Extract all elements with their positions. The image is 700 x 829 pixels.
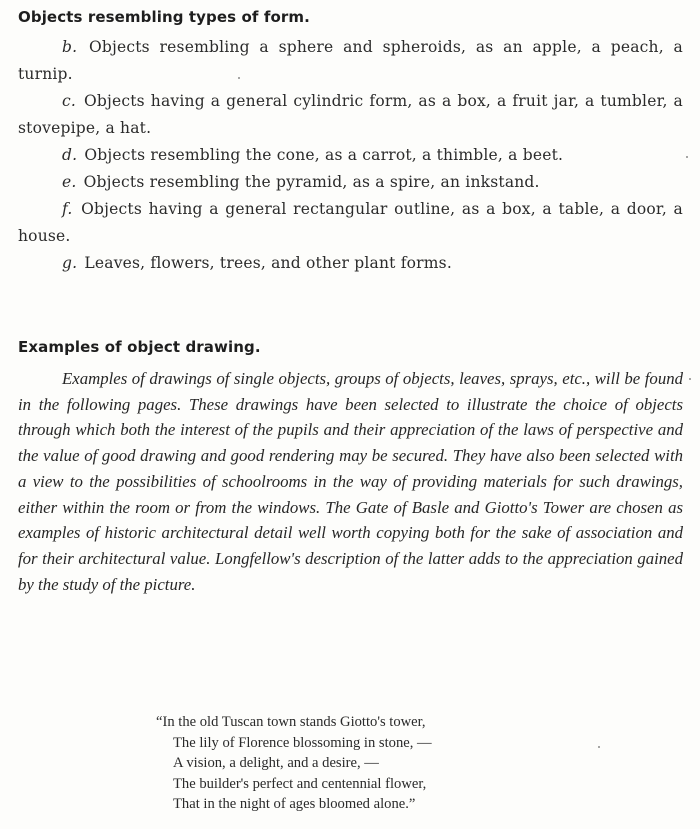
paper-speck: [686, 156, 688, 158]
poem-line: A vision, a delight, and a desire, —: [173, 755, 379, 772]
examples-paragraph: Examples of drawings of single objects, groups of objects, leaves, sprays, etc., will be found in the following pages. These drawings have been selected to illustrate the choice of objects through which both the interest of the pupils and their appreciation of the laws of perspective and the value of good drawing and good rendering may be secured. They have also been selected with a view to the possibilities of schoolrooms in the way of providing materials for such drawings, either within the room or from the windows. The Gate of Basle and Giotto's Tower are chosen as examples of historic architectural detail well worth copying both for the sake of association and for their architectural value. Longfellow's description of the latter adds to the appreciation gained by the study of the picture.: [18, 369, 683, 594]
item-marker: c.: [62, 92, 77, 110]
item-text: Objects having a general cylindric form, as a box, a fruit jar, a tumbler, a stovepipe, a hat.: [18, 92, 683, 137]
list-item-d: [18, 142, 683, 169]
list-item-c: [18, 88, 683, 142]
section-heading-examples: Examples of object drawing.: [18, 338, 261, 356]
list-item-b: [18, 34, 683, 88]
paper-speck: [689, 378, 691, 380]
poem-line: The builder's perfect and centennial flower,: [173, 775, 427, 792]
item-marker: f.: [62, 200, 73, 218]
section-heading-types-of-form: Objects resembling types of form.: [18, 8, 310, 26]
poem-line: “In the old Tuscan town stands Giotto's tower,: [156, 714, 426, 730]
paper-speck: [238, 77, 240, 79]
list-item-e: [18, 169, 683, 196]
item-marker: g.: [62, 254, 78, 272]
item-text: Objects resembling the cone, as a carrot, a thimble, a beet.: [84, 146, 564, 164]
item-marker: b.: [62, 38, 78, 56]
list-item-g: [18, 250, 683, 277]
item-marker: e.: [62, 173, 77, 191]
item-text: Objects resembling a sphere and spheroids, as an apple, a peach, a turnip.: [18, 38, 683, 83]
poem-line: The lily of Florence blossoming in stone, —: [173, 734, 432, 751]
item-text: Objects resembling the pyramid, as a spire, an inkstand.: [83, 173, 540, 191]
item-text: Leaves, flowers, trees, and other plant forms.: [84, 254, 452, 272]
item-text: Objects having a general rectangular outline, as a box, a table, a door, a house.: [18, 200, 683, 245]
item-marker: d.: [62, 146, 78, 164]
poem-line: That in the night of ages bloomed alone.”: [173, 796, 416, 813]
list-item-f: [18, 196, 683, 250]
poem-quote: [156, 712, 432, 815]
paper-speck: [598, 746, 600, 748]
